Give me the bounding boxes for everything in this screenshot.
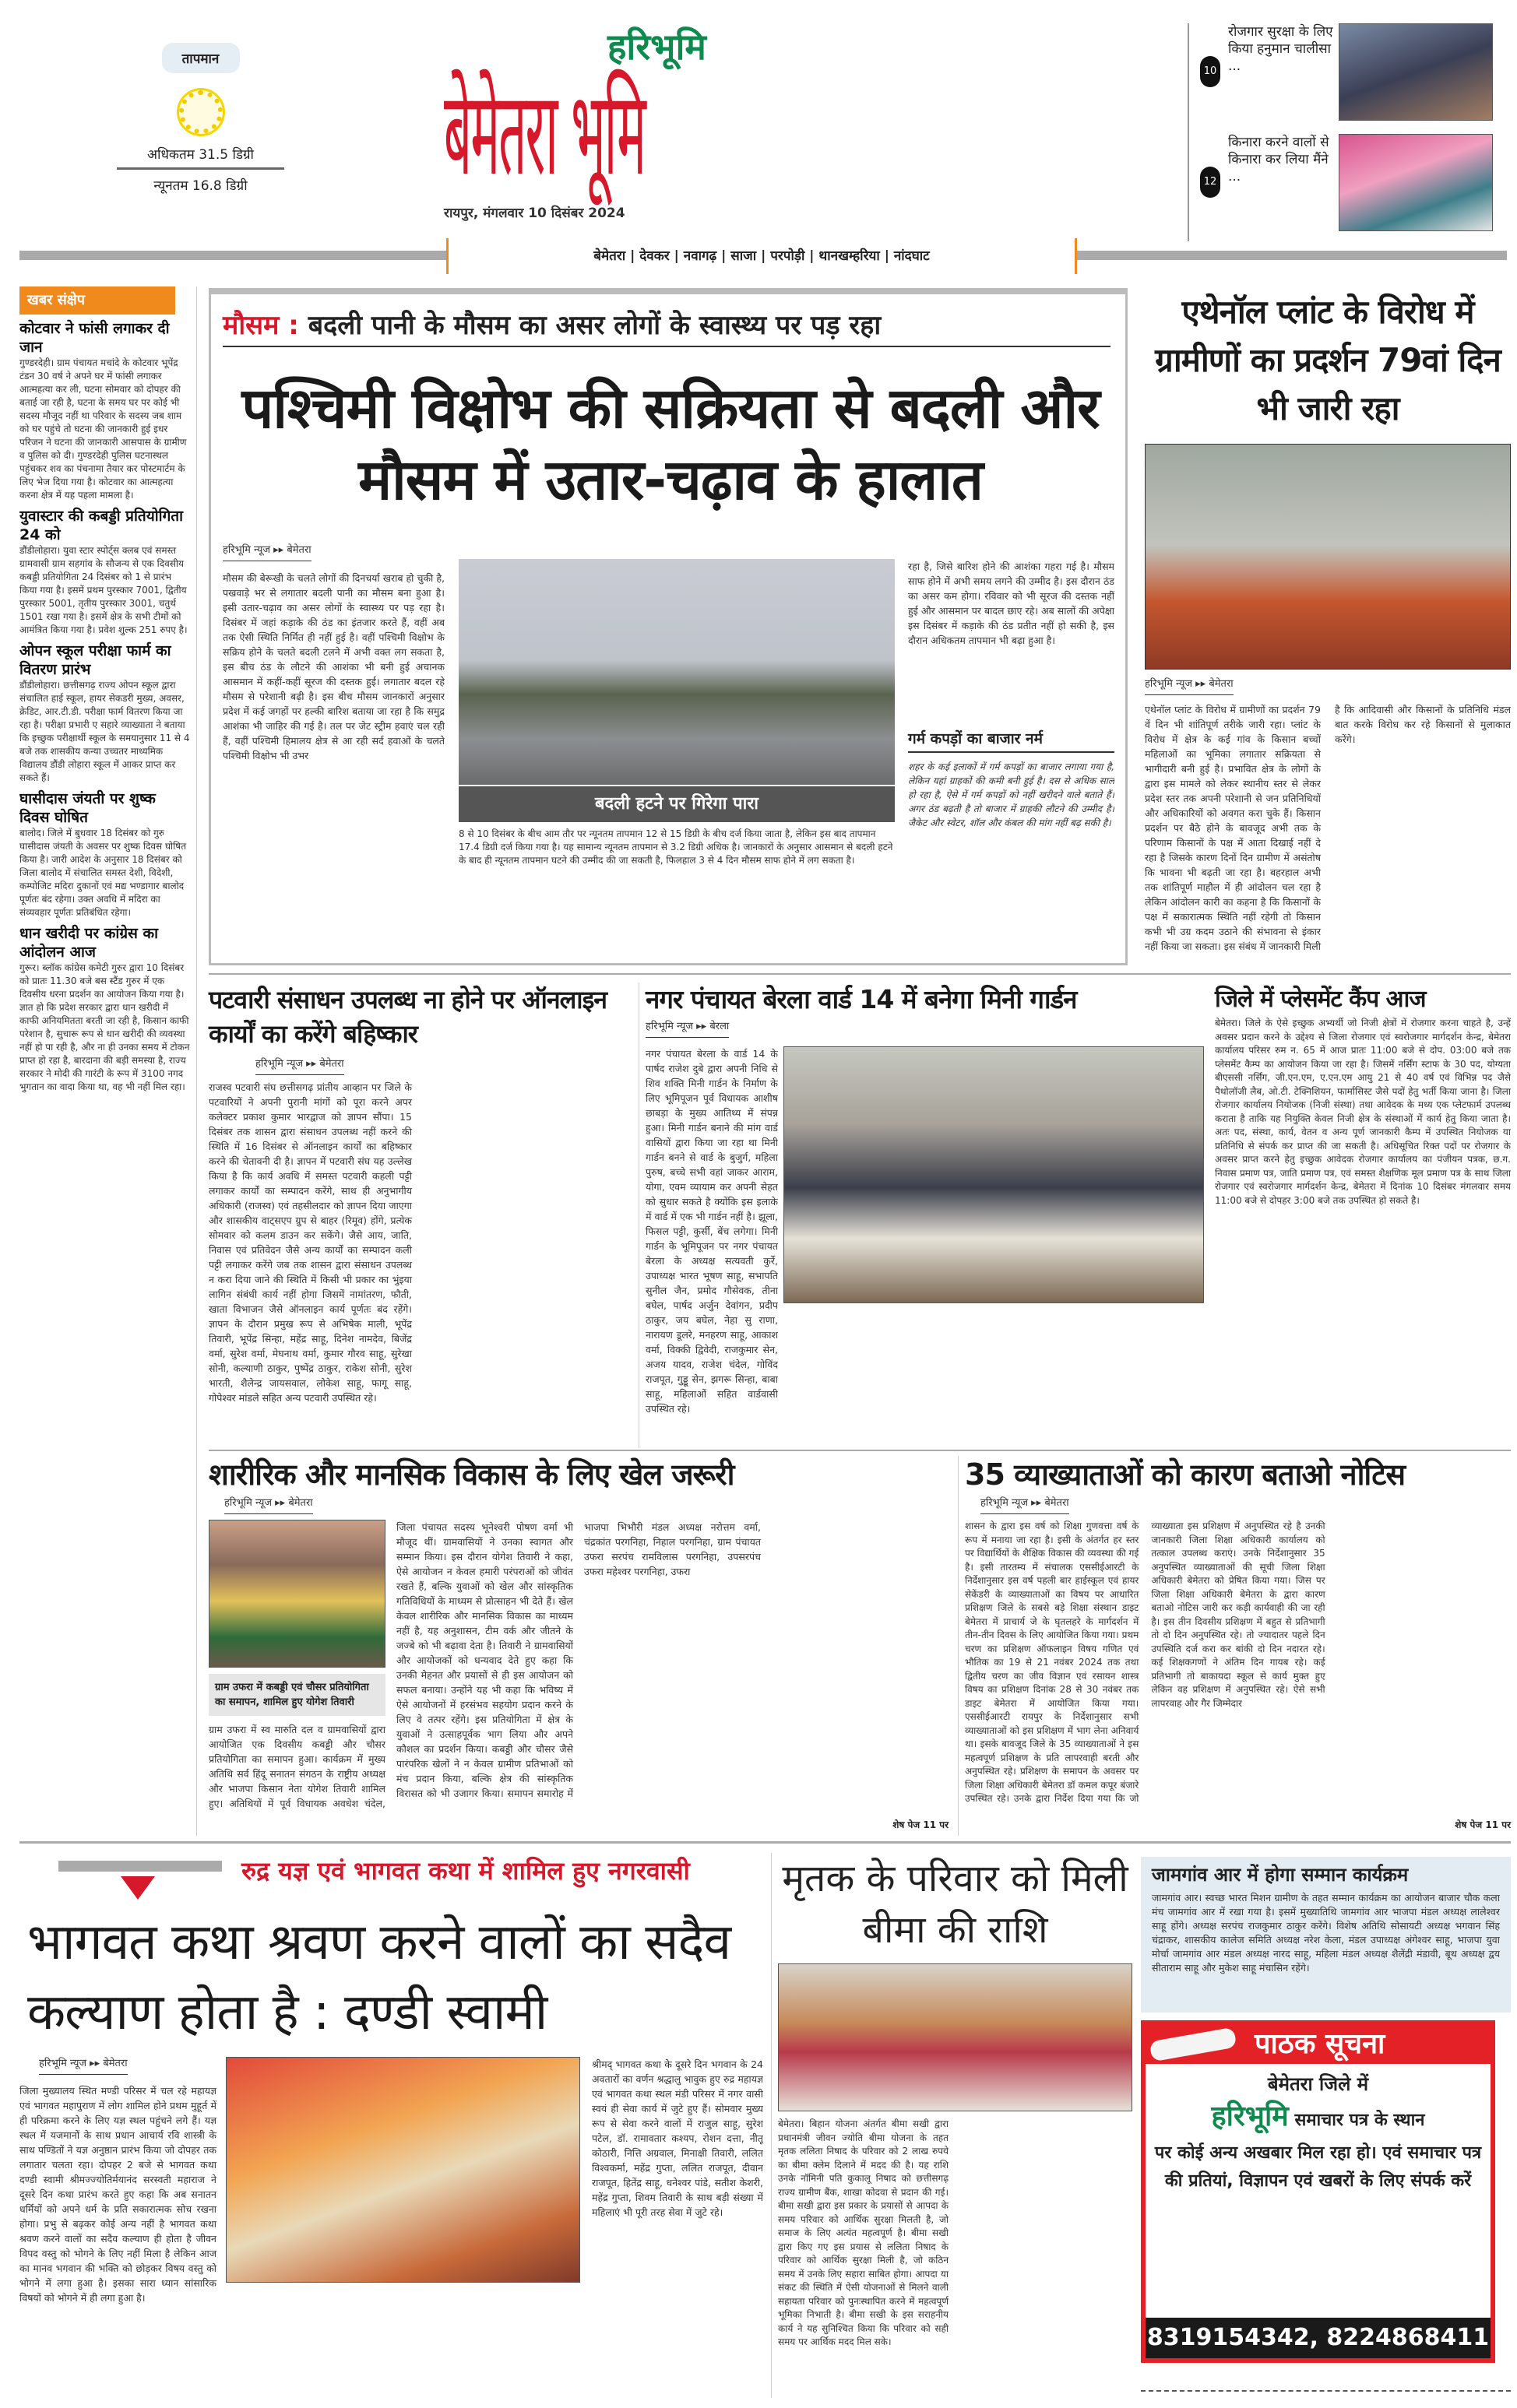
page-badge: 12	[1200, 167, 1220, 198]
brief-item	[19, 924, 190, 1094]
brief-item	[19, 507, 190, 637]
story-body: जिला मुख्यालय स्थित मण्डी परिसर में चल रहे महायज्ञ एवं भागवत महापुराण में लोग शामिल होने प्रथम मुहूर्त में ही परिक्रमा करने के लिए यज्ञ स्थल पहुंचने लगे हैं। यज्ञ स्थल में यजमानों के साथ प्रधान आचार्य रवि शास्त्री के साथ पण्डितों ने यज्ञ अनुष्ठान प्रारंभ किया जो दोपहर तक लगातार चलता रहा। दोपहर 2 बजे से भागवत कथा दण्डी स्वामी श्रीमज्ज्योतिर्मयानंद सरस्वती महाराज ने दूसरे दिन कथा प्रारंभ करते हुए कहा कि अब सनातन धर्मियों को अपने धर्म के प्रति सकारात्मक सोच रखना होगा। प्रभु से बढ़कर कोई अन्य नहीं है भागवत कथा श्रवण करने वालों का सदैव कल्याण ही होता है जीवन विपद वस्तु को भोगने के लिए नहीं मिला है लेकिन आज का मानव भगवान की भक्ति को छोड़कर विषय वस्तु को भोगने में लगा हुआ है। इसका सारा ध्यान सांसारिक विषयों को भोगने में ही लगा हुआ है।	[19, 2085, 216, 2304]
story-body: जामगांव आर। स्वच्छ भारत मिशन ग्रामीण के तहत सम्मान कार्यक्रम का आयोजन बाजार चौक कला मंच जामगांव आर में रखा गया है। इसमें मुख्यातिथि जामगांव आर भाजपा मंडल अध्यक्ष लालेश्वर साहू होंगे। अध्यक्ष सरपंच राजकुमार ठाकुर करेंगे। विशेष अतिथि सोसायटी अध्यक्ष भगवान सिंह चंद्राकर, शासकीय कालेज समिति अध्यक्ष नरेश केला, मंडल उपाध्यक्ष अंगेश्वर साहू, भाजपा युवा मोर्चा जामगांव आर मंडल अध्यक्ष नारद साहू, महिला मंडल अध्यक्ष शैलेंद्री मंडावी, बूथ अध्यक्ष द्वय सीताराम साहू और मुकेश साहू मंचासिन रहेंगे।	[1152, 1892, 1500, 1974]
pull-quote: ग्राम उफरा में कबड्डी एवं चौसर प्रतियोगिता का समापन, शामिल हुए योगेश तिवारी	[209, 1674, 385, 1716]
brief-body: गुण्डरदेही। ग्राम पंचायत मचांदे के कोटवार भूपेंद्र टंडन 30 वर्ष ने अपने घर में फांसी लगाकर आत्महत्या कर ली, घटना सोमवार को दोपहर की बताई जा रही है, घटना के समय घर पर कोई भी सदस्य मौजूद नहीं था परिवार के सदस्य जब शाम को घर पहुंचे तो घटना की जानकारी हुई इधर परिजन ने घटना की जानकारी आसपास के ग्रामीण व पुलिस को दी। गुण्डरदेही पुलिस घटनास्थल पहुंचकर शव का पंचनामा तैयार कर पोस्टमार्टम के लिए भेज दिया गया है। कोटवार का आत्महत्या करना क्षेत्र में यह पहला मामला है।	[19, 357, 187, 501]
story-headline: नगर पंचायत बेरला वार्ड 14 में बनेगा मिनी गार्डन	[646, 984, 1077, 1014]
brief-headline: कोटवार ने फांसी लगाकर दी जान	[19, 320, 170, 356]
lead-body: मौसम की बेरूखी के चलते लोगों की दिनचर्या खराब हो चुकी है, पखवाड़े भर से लगातार बदली पानी का मौसम बना हुआ है। इसी उतार-चढ़ाव का असर लोगों के स्वास्थ्य पर पड़ रहा है। दिसंबर में जहां कड़ाके की ठंड का इंतजार करते हैं, वहीं अब तक ऐसी स्थिति निर्मित ही नहीं हुई है। वहीं पश्चिमी विक्षोभ के सक्रिय होने के चलते बदली टलने में अभी वक्त लग सकता है, इस बीच ठंड के लौटने की आशंका भी बनी हुई अचानक आसमान में कहीं-कहीं सूरज की दस्तक हुई। लगातार बदल रहे मौसम से परेशानी बढ़ी है। इस बीच मौसम जानकारों अनुसार प्रदेश में कई जगहों पर हल्की बारिश बताया जा रहा है कि समुद्र आशंका भी जाहिर की गई है। तल पर जेट स्ट्रीम हवाएं चल रही हैं, वहीं पश्चिमी हिमालय क्षेत्र से आ रही सर्द हवाओं के चलते पश्चिमी विक्षोभ भी उभर	[223, 572, 445, 761]
divider	[209, 973, 1511, 975]
lead-headline: पश्चिमी विक्षोभ की सक्रियता से बदली और मौसम में उतार-चढ़ाव के हालात	[241, 375, 1100, 512]
notice-title: पाठक सूचना	[1255, 2028, 1385, 2060]
brief-headline: धान खरीदी पर कांग्रेस का आंदोलन आज	[19, 925, 159, 961]
reader-notice	[1141, 2020, 1495, 2363]
story-headline: एथेनॉल प्लांट के विरोध में ग्रामीणों का प्रदर्शन 79वां दिन भी जारी रहा	[1155, 293, 1501, 427]
story-headline: मृतक के परिवार को मिली बीमा की राशि	[782, 1857, 1128, 1952]
photo-note: 8 से 10 दिसंबर के बीच आम तौर पर न्यूनतम तापमान 12 से 15 डिग्री के बीच दर्ज किया जाता है, लेकिन इस बाद तापमान 17.4 डिग्री दर्ज किया गया है। यह सामान्य न्यूनतम तापमान से 3.2 डिग्री अधिक है। जानकारों के अनुसार आसमान से बदली हटने के बाद ही न्यूनतम तापमान घटने की उम्मीद की जा सकती है, फिलहाल 3 से 4 दिन मौसम साफ होने में लग सकता है।	[459, 828, 893, 866]
byline: हरिभूमि न्यूज ▸▸ बेमेतरा	[224, 1496, 313, 1514]
teaser-text: रोजगार सुरक्षा के लिए किया हनुमान चालीसा ...	[1228, 24, 1333, 74]
story-headline: शारीरिक और मानसिक विकास के लिए खेल जरूरी	[209, 1457, 734, 1492]
sports-columns	[209, 1520, 949, 1814]
brief-headline: ओपन स्कूल परीक्षा फार्म का वितरण प्रारंभ	[19, 642, 171, 678]
notice-line: बेमेतरा जिले में	[1267, 2073, 1369, 2095]
katha-photo	[226, 2057, 580, 2283]
placement-story	[1215, 983, 1511, 1448]
notice-phones[interactable]: 8319154342, 8224868411	[1146, 2318, 1491, 2358]
lead-body-continued: रहा है, जिसे बारिश होने की आशंका गहरा गई है। मौसम साफ होने में अभी समय लगने की उम्मीद है। इस दौरान ठंड का असर कम होगा। रविवार को भी सूरज की दस्तक नहीं हुई और आसमान पर बादल छाए रहे। अब सालों की अपेक्षा इस दिसंबर में कड़ाके की ठंड प्रतीत नहीं हो सकी है, इस दौरान अधिकतम तापमान भी बढ़ा हुआ है।	[908, 561, 1114, 646]
insurance-story	[771, 1853, 1133, 2398]
sun-icon	[179, 90, 223, 134]
protest-photo	[1145, 444, 1511, 670]
brief-headline: युवास्टार की कबड्डी प्रतियोगिता 24 को	[19, 508, 184, 543]
brief-item	[19, 642, 190, 785]
brand-name: हरिभूमि	[607, 26, 706, 68]
story-body: बेमेतरा। बिहान योजना अंतर्गत बीमा सखी द्वारा प्रधानमंत्री जीवन ज्योति बीमा योजना के तहत मृतक ललिता निषाद के परिवार को 2 लाख रुपये का बीमा क्लेम दिलाने में मदद की है। यह राशि उनके नॉमिनी पति कुकालू निषाद को छत्तीसगढ़ राज्य ग्रामीण बैंक, शाखा कोदवा से प्रदान की गई। बीमा सखी द्वारा इस प्रकार के प्रयासों से आपदा के समय परिवार को आर्थिक सुरक्षा मिलती है, जो समाज के लिए अत्यंत महत्वपूर्ण है। बीमा सखी द्वारा किए गए इस प्रयास से ललिता निषाद के परिवार को आर्थिक सुरक्षा मिली है, जो कठिन समय में उनके लिए सहारा साबित होगा। आपदा या संकट की स्थिति में ऐसी योजनाओं से मिलने वाली सहायता परिवार को पुनःस्थापित करने में महत्वपूर्ण भूमिका निभाती है। बीमा सखी के इस सराहनीय कार्य ने यह सुनिश्चित किया कि परिवार को सही समय पर आर्थिक मदद मिल सके।	[778, 2118, 949, 2347]
teaser-photo	[1339, 134, 1493, 231]
teaser-text: किनारा करने वालों से किनारा कर लिया मैंने ...	[1228, 135, 1329, 185]
story-body-continued: श्रीमद् भागवत कथा के दूसरे दिन भगवान के 24 अवतारों का वर्णन श्रद्धालु भावुक हुए रुद्र महायज्ञ एवं भागवत कथा स्थल मंडी परिसर में नगर वासी स्वयं ही सेवा कार्य में जुटे हुए हैं। सोमवार मुख्य रूप से सेवा करने वालों में राजुल साहू, सुरेश पटेल, डॉ. रामावतार कश्यप, रोशन दत्ता, नीतू कोठारी, नित्ति अग्रवाल, मिनाक्षी तिवारी, ललित विश्वकर्मा, महेंद्र गुप्ता, ललित राजपूत, दीवान राजपूत, हितेंद्र साहू, धनेश्वर पांडे, सतीश केशरी, महेंद्र गुप्ता, शिवम तिवारी के साथ बड़ी संख्या में महिलाएं भी पूरी तरह सेवा में जुटे रहे।	[592, 2058, 763, 2218]
notice-brand-line	[1146, 2100, 1491, 2138]
divider	[209, 1450, 1511, 1451]
story-body: राजस्व पटवारी संघ छत्तीसगढ़ प्रांतीय आव्हान पर जिले के पटवारियों ने अपनी पुरानी मांगों को पूरा करने अपर कलेक्टर प्रकाश कुमार भारद्वाज को ज्ञापन सौंपा। 15 दिसंबर तक शासन द्वारा संसाधन उपलब्ध नहीं करने की स्थिति में 16 दिसंबर से ऑनलाइन कार्यों का बहिष्कार करने की चेतावनी दी है। ज्ञापन में पटवारी संघ यह उल्लेख किया है कि कार्य अवधि में समस्त पटवारी कहली पट्टी लगाकर कार्यों का सम्पादन करेंगे, साथ ही अनुभागीय अधिकारी (राजस्व) एवं तहसीलदार को ज्ञापन दिया जाएगा और शासकीय वाट्सएप ग्रुप से बाहर (रिमूव) होंगे, प्रत्येक सोमवार को कलम डाउन कर सकेंगे। जैसे आय, जाति, निवास एवं प्रतिवेदन जैसे अन्य कार्यों का सम्पादन कली पट्टी लगाकर करेंगे जब तक शासन द्वारा संसाधन उपलब्ध न करा दिया जाने की स्थिति में किसी भी प्रकार का भुंइया लागिन संबंधी कार्य नहीं होगा जिसमें नामांतरण, फौती, खाता विभाजन जैसे ऑनलाइन कार्य पूर्णतः बंद रहेंगे। ज्ञापन के दौरान प्रमुख रूप से अभिषेक माली, भूपेंद्र तिवारी, भूपेंद्र सिन्हा, महेंद्र साहू, दिनेश नामदेव, बिजेंद्र वर्मा, सुरेश वर्मा, मेघनाथ वर्मा, कुमार गौरव साहू, सुरेखा सोनी, कल्याणी ठाकुर, पुष्पेंद्र ठाकुर, राकेश सोनी, सुरेश भारती, शैलेन्द्र जायसवाल, लोकेश साहू, फागू साहू, गोपेश्वर मांडले सहित अन्य पटवारी उपस्थित रहे।	[209, 1081, 412, 1404]
side-body: शहर के कई इलाकों में गर्म कपड़ों का बाजार लगाया गया है, लेकिन यहां ग्राहकों की कमी बनी हुई है। दस से अधिक साल हो रहा है, ऐसे में गर्म कपड़ों को नहीं खरीदने वाले बताते हैं। अगर ठंड बढ़ती है तो बाजार में ग्राहकी लौटने की उम्मीद है। जैकेट और स्वेटर, शॉल और कंबल की मांग नहीं बढ़ सकी है।	[908, 761, 1114, 828]
side-headline: गर्म कपड़ों का बाजार नर्म	[908, 729, 1114, 753]
page-teasers	[1188, 23, 1511, 241]
patwari-story	[209, 983, 629, 1448]
brief-item	[19, 789, 190, 919]
notice-line: पर कोई अन्य अखबार मिल रहा हो। एवं समाचार पत्र की प्रतियां, विज्ञापन एवं खबरों के लिए संपर्क करें	[1154, 2143, 1482, 2191]
max-temp: अधिकतम 31.5 डिग्री	[117, 145, 284, 170]
brief-body: डौंडीलोहारा। छत्तीसगढ़ राज्य ओपन स्कूल द्वारा संचालित हाई स्कूल, हायर सेकडरी मुख्य, अवसर, क्रेडिट, आर.टी.डी. परीक्षा फार्म वितरण किया जा रहा है। परीक्षा प्रभारी ए सहारे व्याख्याता ने बताया कि इच्छुक परीक्षार्थी स्कूल के समयानुसार 11 से 4 बजे तक शासकीय कन्या उच्चतर माध्यमिक विद्यालय डौंडी लोहारा स्कूल में आकर प्राप्त कर सकते हैं।	[19, 680, 190, 783]
town-list: बेमेतरा | देवकर | नवागढ़ | साजा | परपोड़ी | थानखम्हरिया | नांदघाट	[593, 248, 930, 264]
jump-line[interactable]: शेष पेज 11 पर	[1455, 1819, 1511, 1830]
story-body-text: ग्राम उफरा में स्व मारुति दल व ग्रामवासियों द्वारा आयोजित एक दिवसीय कबड्डी और चौसर प्रतियोगिता का समापन हुआ। कार्यक्रम में मुख्य अतिथि सर्व हिंदू सनातन संगठन के राष्ट्रीय अध्यक्ष और भाजपा किसान नेता योगेश तिवारी शामिल हुए। अतिथियों में पूर्व विधायक अवधेश चंदेल, जिला पंचायत सदस्य भूनेश्वरी पोषण वर्मा भी मौजूद थीं। ग्रामवासियों ने उनका स्वागत और सम्मान किया। इस दौरान योगेश तिवारी ने कहा, ऐसे आयोजन न केवल हमारी परंपराओं को जीवंत रखते हैं, बल्कि युवाओं को खेल और सांस्कृतिक गतिविधियों के माध्यम से प्रोत्साहन भी देते हैं। खेल केवल शारीरिक और मानसिक विकास का माध्यम नहीं है, यह अनुशासन, टीम वर्क और जीतने के जज्बे को भी बढ़ावा देता है। तिवारी ने ग्रामवासियों और आयोजकों को धन्यवाद देते हुए कहा कि उनकी मेहनत और प्रयासों से ही इस आयोजन को सफल बनाया। उन्होंने यह भी कहा कि भविष्य में ऐसे आयोजनों में हरसंभव सहयोग प्रदान करने के लिए वे तत्पर रहेंगे। इस प्रतियोगिता में क्षेत्र के युवाओं ने उत्साहपूर्वक भाग लिया और अपने कौशल का प्रदर्शन किया। कबड्डी और चौसर जैसे पारंपरिक खेलों ने न केवल ग्रामीण प्रतिभाओं को मंच प्रदान किया, बल्कि क्षेत्र की सांस्कृतिक विरासत को भी उजागर किया। समापन समारोह में भाजपा भिभौरी मंडल अध्यक्ष नरोत्तम वर्मा, चंद्रकांत परगनिहा, निहाल परगनिहा, ग्राम पंचायत उफरा सरपंच रामविलास परगनिहा, उपसरपंच उफरा महेश्वर परगनिहा, उफरा	[209, 1521, 761, 1809]
story-body: शासन के द्वारा इस वर्ष को शिक्षा गुणवत्ता वर्ष के रूप में मनाया जा रहा है। इसी के अंतर्गत हर स्तर पर विद्यार्थियों के शैक्षिक विकास की व्यवस्था की गई है। इसी तारतम्य में संचालक एससीईआरटी के निर्देशानुसार इस वर्ष पहली बार हाईस्कूल एवं हायर सेकेंडरी के व्याख्याताओं का विषय पर आधारित प्रशिक्षण जिले के सबसे बड़े शिक्षा संस्थान डाइट बेमेतरा में प्राचार्य जे के घृतलहरे के मार्गदर्शन में तीन-तीन दिवस के लिए आयोजित किया गया। प्रथम चरण का प्रशिक्षण ऑफलाइन विषय गणित एवं भौतिक का 19 से 21 नवंबर 2024 तक तथा द्वितीय चरण का जीव विज्ञान एवं रसायन शास्त्र विषय का प्रशिक्षण दिनांक 28 से 30 नवंबर तक डाइट बेमेतरा में आयोजित किया गया। एससीईआरटी रायपुर के निर्देशानुसार सभी व्याख्याताओं को इस प्रशिक्षण में भाग लेना अनिवार्य था। इसके बावजूद जिले के 35 व्याख्याताओं ने इस महत्वपूर्ण प्रशिक्षण के प्रति लापरवाही बरती और अनुपस्थित रहे। प्रशिक्षण के समापन के अवसर पर जिला शिक्षा अधिकारी बेमेतरा डॉ कमल कपूर बंजारे उपस्थित रहे। उनके द्वारा निर्देश दिया गया कि जो व्याख्याता इस प्रशिक्षण में अनुपस्थित रहे है उनकी जानकारी जिला शिक्षा अधिकारी कार्यालय को तत्काल उपलब्ध कराएं। उनके निर्देशानुसार 35 अनुपस्थित व्याख्याताओं की सूची जिला शिक्षा अधिकारी बेमेतरा को प्रेषित किया गया। जिस पर जिला शिक्षा अधिकारी बेमेतरा के द्वारा कारण बताओ नोटिस जारी कर कड़ी कार्यवाही की जा रही है। इस तीन दिवसीय प्रशिक्षण में बहुत से प्रतिभागी तो दो दिन अनुपस्थित रहे। तो ज्यादातर पहले दिन उपस्थिति दर्ज करा कर बांकी दो दिन नदारत रहे। कई शिक्षकगणों ने अंतिम दिन गायब रहे। कई प्रतिभागी तो बाकायदा स्कूल से कार्य मुक्त हुए लेकिन वह प्रशिक्षण में अनुपस्थित रहे। ऐसे सभी लापरवाह और गैर जिम्मेदार	[965, 1520, 1325, 1804]
weather-label: तापमान	[162, 43, 240, 73]
story-headline: जिले में प्लेसमेंट कैंप आज	[1215, 986, 1426, 1013]
brief-body: गुरूर। ब्लॉक कांग्रेस कमेटी गुरुर द्वारा 10 दिसंबर को प्रातः 11.30 बजे बस स्टैंड गुरुर में एक दिवसीय धरना प्रदर्शन का आयोजन किया गया है। ज्ञात हो कि प्रदेश सरकार द्वारा धान खरीदी में काफी अनियमितता बरती जा रही है, किसान काफी परेशान है, सुचारू रूप से धान खरीदी की व्यवस्था नहीं हो पा रही है, और ना ही उनका समय में टोकन प्राप्त हो रहा है, बारदाना की बड़ी समस्या है, राज्य सरकार ने मोदी की गारंटी के रूप में 3100 नगद भुगतान का वादा किया था, वह भी नहीं मिल रहा।	[19, 962, 190, 1092]
story-body: बेमेतरा। जिले के ऐसे इच्छुक अभ्यर्थी जो निजी क्षेत्रों में रोजगार करना चाहते है, उन्हें अवसर प्रदान करने के उद्देश्य से जिला रोजगार एवं स्वरोजगार मार्गदर्शन केन्द्र, बेमेतरा कार्यालय परिसर रुम न. 65 में आज प्रातः 11:00 बजे से दोप. 03:00 बजे तक प्लेसमेंट कैम्प का आयोजन किया जा रहा है। जिसमें नर्सिंग स्टाफ के 30 पद, योग्यता बीएससी नर्सिंग, जी.एन.एम, ए.एन.एम आयु 21 से 40 वर्ष एवं विभिन्न पद जैसे पैथोलॉजी लैब, ओ.टी. टेक्निशियन, फार्मासिस्ट जैसे पदों हेतु भर्ती किया जाना है। जिला रोजगार कार्यालय नियोजक (निजी संस्था) तथा आवेदक के मध्य एक प्लेटफार्म उपलब्ध कराता है ताकि यह नियुक्ति केवल निजी क्षेत्र के संस्थाओं में कार्य हेतु किया जाता है। अतः पद, संस्था, कार्य, वेतन व अन्य पूर्ण जानकारी कैम्प में उपस्थित नियोजक या प्रतिनिधि से संपर्क कर प्राप्त की जा सकती है। अधिसूचित रिक्त पदों पर रोजगार के अवसर प्राप्त करने हेतु इच्छुक आवेदक रोजगार कार्यालय का पंजीयन पत्रक, छ.ग. निवास प्रमाण पत्र, जाति प्रमाण पत्र, एवं समस्त शैक्षणिक मूल प्रमाण पत्र के साथ जिला रोजगार एवं स्वरोजगार मार्गदर्शन केन्द्र, बेमेतरा में दिनांक 10 दिसंबर मंगलवार समय 11:00 बजे से दोपहर 3:00 बजे तक उपस्थित हो सकते है।	[1215, 1018, 1511, 1206]
story-headline: जामगांव आर में होगा सम्मान कार्यक्रम	[1152, 1864, 1409, 1886]
newspaper-roll-icon	[1149, 2027, 1237, 2062]
bhagwat-story	[19, 1853, 763, 2398]
brief-body: बालोद। जिले में बुधवार 18 दिसंबर को गुरु घासीदास जंयती के अवसर पर शुष्क दिवस घोषित किया है। जारी आदेश के अनुसार 18 दिसंबर को जिला बालोद में संचालित समस्त देशी, विदेशी, कम्पोजिट मदिरा दुकानों एवं मद्य भण्डागार बालोद पूर्णतः बंद रहेगा। उक्त अवधि में मदिरा का संव्यवहार पूर्णतः प्रतिबंधित रहेगा।	[19, 828, 187, 918]
teaser-photo	[1339, 23, 1493, 121]
paper-title: बेमेतरा भूमि	[444, 66, 646, 202]
sports-story	[209, 1456, 949, 1836]
photo-caption: बदली हटने पर गिरेगा पारा	[459, 786, 895, 822]
red-chevron-icon	[121, 1876, 155, 1900]
teaser-item[interactable]	[1200, 23, 1512, 128]
briefs-label: खबर संक्षेप	[19, 286, 175, 315]
dateline: रायपुर, मंगलवार 10 दिसंबर 2024	[444, 206, 625, 221]
brief-headline: घासीदास जंयती पर शुष्क दिवस घोषित	[19, 790, 156, 826]
lead-subhead	[223, 308, 1110, 347]
story-body: नगर पंचायत बेरला के वार्ड 14 के पार्षद राजेश दुबे द्वारा अपनी निधि से शिव शक्ति मिनी गार्डन के निर्माण के लिए भूमिपूजन पूर्व विधायक आशीष छाबड़ा के मुख्य आतिथ्य में संपन्न हुआ। मिनी गार्डन बनाने की मांग वार्ड वासियों द्वारा किया जा रहा था मिनी गार्डन बनने से वार्ड के बुजुर्ग, महिला पुरुष, बच्चे सभी वहां जाकर आराम, योगा, एवम व्यायाम कर अपनी सेहत को सुधार सकते है क्योंकि इस इलाके में वार्ड में एक भी गार्डन नहीं है। झूला, फिसल पट्टी, कुर्सी, बेंच लगेगा। मिनी गार्डन के भूमिपूजन पर नगर पंचायत बेरला के अध्यक्ष सत्यवती कुर्रे, उपाध्यक्ष भारत भूषण साहू, सभापति सुनील जैन, प्रमोद गौसेवक, तीना बघेल, पार्षद अर्जुन देवांगन, प्रदीप ठाकुर, जय बघेल, नेहा सु राणा, नारायण डूलरे, मनहरण साहू, आकाश वर्मा, विक्की द्विवेदी, राजकुमार सेन, अजय यादव, राजेश चंदेल, गोविंद राजपूत, गुड्डू सेन, झगरू सिन्हा, बाबा साहू, महिलाओं सहित वार्डवासी उपस्थित रहे।	[646, 1048, 778, 1415]
brief-item	[19, 319, 190, 502]
newspaper-logo	[444, 23, 1090, 234]
story-body: एथेनॉल प्लांट के विरोध में ग्रामीणों का प्रदर्शन 79 वें दिन भी शांतिपूर्ण तरीके जारी रहा। प्लांट के विरोध में क्षेत्र के कई गांव के किसान बच्चों महिलाओं का भूमिका लगातार सक्रियता से भागीदारी बनी हुई है। प्रभावित क्षेत्र के लोगों के द्वारा इस मामले को लेकर स्थानीय स्तर से लेकर प्रदेश स्तर तक अपनी परेशानी से जन प्रतिनिधियों और अधिकारियों को अवगत करा चुके हैं। किसान प्रदर्शन पर बैठे होने के बावजूद अभी तक के परिणाम किसानों के पक्ष में आता दिखाई नहीं दे रहा है जिसके कारण दिनों दिन ग्रामीण में असंतोष कि भावना भी बढ़ती जा रहा है। बहरहाल अभी तक शांतिपूर्ण माहौल में ही आंदोलन चल रहा है लेकिन आंदोलन कारी का कहना है कि किसानों के पक्ष में सकारात्मक स्थिति नहीं रहेगी तो किसान कभी भी उग्र कदम उठाने की संभावना से इंकार नहीं किया जा सकता। इस संबंध में जानकारी मिली है कि आदिवासी और किसानों के प्रतिनिधि मंडल बात करके विरोध कर रहे किसानों से मुलाकात करेंगे।	[1145, 704, 1511, 952]
insurance-photo	[778, 1963, 1132, 2111]
jump-line[interactable]: शेष पेज 11 पर	[892, 1819, 949, 1830]
lead-photo	[459, 559, 895, 785]
byline: हरिभूमि न्यूज ▸▸ बेमेतरा	[223, 543, 311, 561]
notice-header	[1146, 2025, 1491, 2064]
ethanol-story	[1145, 288, 1511, 965]
grey-bar	[58, 1861, 222, 1872]
news-briefs	[19, 286, 197, 1836]
story-headline: भागवत कथा श्रवण करने वालों का सदैव कल्याण होता है : दण्डी स्वामी	[27, 1914, 731, 2041]
weather-box	[117, 43, 284, 222]
story-kicker: रुद्र यज्ञ एवं भागवत कथा में शामिल हुए नगरवासी	[241, 1856, 690, 1886]
page-badge: 10	[1200, 56, 1220, 87]
byline: हरिभूमि न्यूज ▸▸ बेमेतरा	[255, 1057, 344, 1075]
garden-story	[639, 983, 1207, 1448]
story-headline: पटवारी संसाधन उपलब्ध ना होने पर ऑनलाइन कार्यों का करेंगे बहिष्कार	[209, 985, 607, 1049]
brief-body: डौंडीलोहारा। युवा स्टार स्पोर्ट्स क्लब एवं समस्त ग्रामवासी ग्राम सहगांव के सौजन्य से एक दिवसीय कबड्डी प्रतियोगिता 24 दिसंबर को 1 से प्रारंभ किया गया है। इसमें प्रथम पुरस्कार 7001, द्वितीय पुरस्कार 5001, तृतीय पुरस्कार 3001, चतुर्थ 1501 रखा गया है। इसमें क्षेत्र के सभी टीमों को आमंत्रित किया गया है। प्रवेश शुल्क 251 रुपए है।	[19, 545, 188, 635]
story-headline: 35 व्याख्याताओं को कारण बताओ नोटिस	[965, 1457, 1406, 1492]
byline: हरिभूमि न्यूज ▸▸ बेमेतरा	[980, 1496, 1069, 1514]
teachers-notice-story	[958, 1456, 1511, 1836]
dashed-divider	[1141, 2390, 1511, 2392]
byline: हरिभूमि न्यूज ▸▸ बेरला	[646, 1020, 729, 1038]
lead-subhead-text: बदली पानी के मौसम का असर लोगों के स्वास्थ्य पर पड़ रहा	[308, 310, 882, 341]
lead-story	[209, 288, 1128, 965]
bhagwat-body-area	[19, 2057, 580, 2394]
notice-brand: हरिभूमि	[1211, 2100, 1289, 2132]
notice-line: समाचार पत्र के स्थान	[1294, 2111, 1425, 2130]
lead-kicker: मौसम :	[223, 310, 299, 341]
byline: हरिभूमि न्यूज ▸▸ बेमेतरा	[1145, 677, 1234, 695]
town-list-box	[446, 238, 1077, 274]
jamgaon-story	[1141, 1857, 1511, 2013]
byline: हरिभूमि न्यूज ▸▸ बेमेतरा	[39, 2057, 128, 2075]
teaser-item[interactable]	[1200, 134, 1512, 239]
divider	[19, 1841, 1511, 1844]
ceremony-photo	[783, 1046, 1204, 1303]
min-temp: न्यूनतम 16.8 डिग्री	[153, 178, 248, 194]
kabaddi-photo	[209, 1520, 385, 1668]
